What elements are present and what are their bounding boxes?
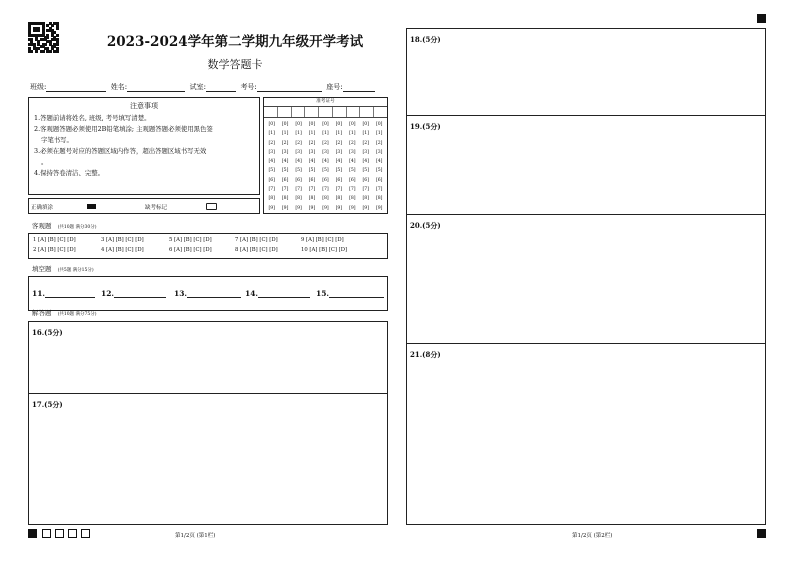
exam-number-column[interactable] bbox=[332, 120, 345, 213]
objective-question-choices[interactable]: 8 [A] [B] [C] [D] bbox=[235, 247, 278, 253]
exam-digit-bubble[interactable]: [1] bbox=[349, 131, 356, 137]
room-field[interactable] bbox=[206, 91, 236, 92]
page-marker-box bbox=[42, 529, 51, 538]
page-title: 2023-2024学年第二学期九年级开学考试 bbox=[106, 34, 364, 50]
exam-digit-bubble[interactable]: [2] bbox=[268, 140, 275, 146]
exam-digit-bubble[interactable]: [5] bbox=[308, 168, 316, 174]
exam-digit-bubble[interactable]: [5] bbox=[322, 168, 329, 174]
exam-digit-bubble[interactable]: [3] bbox=[295, 149, 302, 155]
exam-number-column[interactable] bbox=[373, 120, 386, 213]
exam-digit-bubble[interactable]: [2] bbox=[362, 140, 370, 146]
exam-digit-bubble[interactable]: [2] bbox=[295, 140, 302, 146]
exam-digit-bubble[interactable]: [6] bbox=[322, 177, 329, 183]
exam-digit-bubble[interactable]: [3] bbox=[268, 149, 275, 155]
page-marker-box bbox=[55, 529, 64, 538]
page-subtitle: 数学答题卡 bbox=[207, 58, 263, 71]
exam-digit-bubble[interactable]: [9] bbox=[349, 205, 356, 211]
fill-blank-section-label bbox=[32, 264, 94, 273]
exam-digit-bubble[interactable]: [7] bbox=[349, 187, 356, 193]
seat-label: 座号: bbox=[326, 83, 343, 91]
notes-item: 2.客观题答题必须使用2B铅笔填涂; 主观题答题必须使用黑色签 bbox=[34, 125, 213, 133]
class-label: 班级: bbox=[30, 83, 47, 91]
exam-digit-bubble[interactable]: [8] bbox=[281, 196, 289, 202]
footer-left: 第1/2页 (第1栏) bbox=[175, 533, 216, 539]
exam-digit-bubble[interactable]: [6] bbox=[362, 177, 370, 183]
exam-digit-bubble[interactable]: [2] bbox=[281, 140, 289, 146]
question-label: 17.(5分) bbox=[32, 400, 63, 409]
exam-digit-bubble[interactable]: [8] bbox=[268, 196, 275, 202]
exam-digit-bubble[interactable]: [2] bbox=[308, 140, 316, 146]
exam-digit-bubble[interactable]: [4] bbox=[308, 159, 316, 165]
objective-question-choices[interactable]: 5 [A] [B] [C] [D] bbox=[169, 237, 212, 243]
exam-digit-bubble[interactable]: [6] bbox=[268, 177, 275, 183]
exam-no-field[interactable] bbox=[257, 91, 322, 92]
seat-field[interactable] bbox=[343, 91, 375, 92]
exam-digit-bubble[interactable]: [7] bbox=[308, 187, 316, 193]
exam-digit-bubble[interactable]: [0] bbox=[268, 122, 275, 127]
exam-digit-bubble[interactable]: [5] bbox=[349, 168, 356, 174]
question-label: 20.(5分) bbox=[410, 221, 441, 230]
exam-digit-bubble[interactable]: [3] bbox=[335, 149, 343, 155]
exam-digit-bubble[interactable]: [9] bbox=[322, 205, 329, 211]
exam-digit-bubble[interactable]: [9] bbox=[295, 205, 302, 211]
exam-digit-bubble[interactable]: [1] bbox=[362, 131, 370, 137]
page-marker-box bbox=[68, 529, 77, 538]
exam-digit-bubble[interactable]: [9] bbox=[375, 205, 383, 211]
exam-digit-bubble[interactable]: [0] bbox=[375, 122, 383, 127]
objective-note: (共10题 满分30分) bbox=[57, 225, 97, 230]
notes-item: 3.必须在题号对应的答题区域内作答，超出答题区域书写无效 bbox=[34, 147, 207, 155]
answer-area-q21[interactable] bbox=[406, 343, 766, 525]
blank-number: 13. bbox=[174, 289, 188, 298]
exam-number-grid bbox=[263, 97, 388, 214]
corner-marker bbox=[757, 529, 766, 538]
exam-digit-bubble[interactable]: [9] bbox=[281, 205, 289, 211]
absent-mark-box[interactable] bbox=[206, 203, 217, 210]
exam-digit-bubble[interactable]: [3] bbox=[349, 149, 356, 155]
fill-blank-box bbox=[28, 276, 388, 311]
blank-number: 14. bbox=[245, 289, 259, 298]
exam-digit-bubble[interactable]: [1] bbox=[335, 131, 343, 137]
name-label: 姓名: bbox=[110, 83, 128, 91]
exam-digit-bubble[interactable]: [5] bbox=[268, 168, 275, 174]
exam-digit-bubble[interactable]: [0] bbox=[281, 122, 289, 127]
blank-line[interactable] bbox=[258, 289, 310, 298]
room-label: 试室: bbox=[189, 83, 206, 91]
exam-digit-bubble[interactable]: [9] bbox=[268, 205, 275, 211]
blank-line[interactable] bbox=[329, 289, 384, 298]
exam-number-title: 准考证号 bbox=[264, 98, 387, 107]
exam-digit-bubble[interactable]: [0] bbox=[362, 122, 370, 127]
blank-number: 11. bbox=[32, 289, 46, 298]
exam-digit-bubble[interactable]: [6] bbox=[375, 177, 383, 183]
exam-digit-bubble[interactable]: [9] bbox=[362, 205, 370, 211]
answer-area-q18[interactable] bbox=[406, 28, 766, 116]
exam-digit-bubble[interactable]: [8] bbox=[349, 196, 356, 202]
exam-number-column[interactable] bbox=[346, 120, 359, 213]
blank-line[interactable] bbox=[187, 289, 241, 298]
exam-digit-bubble[interactable]: [3] bbox=[308, 149, 316, 155]
student-info-row bbox=[30, 82, 390, 92]
absent-mark-label: 缺考标记 bbox=[145, 205, 168, 211]
answer-area-q20[interactable] bbox=[406, 214, 766, 344]
objective-question-choices[interactable]: 3 [A] [B] [C] [D] bbox=[101, 237, 144, 243]
exam-digit-bubble[interactable]: [8] bbox=[308, 196, 316, 202]
exam-digit-bubble[interactable]: [4] bbox=[362, 159, 370, 165]
correct-fill-label: 正确填涂 bbox=[31, 205, 54, 211]
objective-question-choices[interactable]: 10 [A] [B] [C] [D] bbox=[301, 247, 348, 253]
exam-digit-bubble[interactable]: [1] bbox=[268, 131, 275, 137]
answer-area-q19[interactable] bbox=[406, 115, 766, 215]
exam-digit-bubble[interactable]: [4] bbox=[375, 159, 383, 165]
exam-digit-bubble[interactable]: [8] bbox=[375, 196, 383, 202]
exam-digit-bubble[interactable]: [2] bbox=[349, 140, 356, 146]
exam-digit-bubble[interactable]: [9] bbox=[308, 205, 316, 211]
objective-answer-box bbox=[28, 233, 388, 259]
exam-number-column[interactable] bbox=[359, 120, 372, 213]
exam-digit-bubble[interactable]: [2] bbox=[375, 140, 383, 146]
objective-question-choices[interactable]: 2 [A] [B] [C] [D] bbox=[33, 247, 76, 253]
question-label: 19.(5分) bbox=[410, 122, 441, 131]
exam-no-label: 考号: bbox=[240, 83, 257, 91]
exam-digit-bubble[interactable]: [7] bbox=[375, 187, 383, 193]
objective-question-choices[interactable]: 1 [A] [B] [C] [D] bbox=[33, 237, 76, 243]
exam-digit-bubble[interactable]: [0] bbox=[322, 122, 329, 127]
exam-digit-bubble[interactable]: [8] bbox=[335, 196, 343, 202]
exam-digit-bubble[interactable]: [1] bbox=[322, 131, 329, 137]
exam-digit-bubble[interactable]: [1] bbox=[308, 131, 316, 137]
name-field[interactable] bbox=[127, 91, 185, 92]
exam-digit-bubble[interactable]: [5] bbox=[335, 168, 343, 174]
exam-digit-bubble[interactable]: [2] bbox=[335, 140, 343, 146]
short-answer-section-label bbox=[32, 308, 96, 317]
objective-question-choices[interactable]: 7 [A] [B] [C] [D] bbox=[235, 237, 278, 243]
answer-area-q16[interactable] bbox=[28, 321, 388, 394]
exam-digit-bubble[interactable]: [3] bbox=[281, 149, 289, 155]
fill-blank-note: (共5题 满分15分) bbox=[57, 268, 94, 273]
question-label: 18.(5分) bbox=[410, 35, 441, 44]
exam-number-column[interactable] bbox=[292, 120, 305, 213]
exam-digit-bubble[interactable]: [5] bbox=[281, 168, 289, 174]
objective-section-label bbox=[32, 221, 96, 230]
notes-item: 字笔书写。 bbox=[41, 136, 73, 144]
exam-digit-bubble[interactable]: [1] bbox=[295, 131, 302, 137]
exam-digit-bubble[interactable]: [0] bbox=[308, 122, 316, 127]
exam-number-column[interactable] bbox=[278, 120, 291, 213]
objective-question-choices[interactable]: 4 [A] [B] [C] [D] bbox=[101, 247, 144, 253]
exam-digit-bubble[interactable]: [3] bbox=[322, 149, 329, 155]
exam-digit-bubble[interactable]: [3] bbox=[375, 149, 383, 155]
exam-digit-bubble[interactable]: [0] bbox=[349, 122, 356, 127]
exam-digit-bubble[interactable]: [7] bbox=[268, 187, 275, 193]
exam-digit-bubble[interactable]: [5] bbox=[295, 168, 302, 174]
blank-number: 15. bbox=[316, 289, 330, 298]
exam-digit-bubble[interactable]: [2] bbox=[322, 140, 329, 146]
objective-question-choices[interactable]: 9 [A] [B] [C] [D] bbox=[301, 237, 344, 243]
exam-number-column[interactable] bbox=[265, 120, 278, 213]
question-label: 16.(5分) bbox=[32, 328, 63, 337]
exam-digit-bubble[interactable]: [4] bbox=[281, 159, 289, 165]
exam-digit-bubble[interactable]: [3] bbox=[362, 149, 370, 155]
exam-digit-bubble[interactable]: [7] bbox=[322, 187, 329, 193]
exam-digit-bubble[interactable]: [4] bbox=[268, 159, 275, 165]
exam-digit-bubble[interactable]: [7] bbox=[295, 187, 302, 193]
notes-item: 。 bbox=[41, 158, 48, 166]
notes-title: 注意事项 bbox=[130, 102, 158, 110]
answer-area-q17[interactable] bbox=[28, 393, 388, 525]
exam-digit-bubble[interactable]: [9] bbox=[335, 205, 343, 211]
exam-digit-bubble[interactable]: [7] bbox=[281, 187, 289, 193]
exam-digit-bubble[interactable]: [7] bbox=[362, 187, 370, 193]
exam-digit-bubble[interactable]: [6] bbox=[295, 177, 302, 183]
exam-digit-bubble[interactable]: [5] bbox=[375, 168, 383, 174]
question-label: 21.(8分) bbox=[410, 350, 441, 359]
exam-digit-bubble[interactable]: [4] bbox=[295, 159, 302, 165]
notes-item: 1.答题前请将姓名, 班级, 考号填写清楚。 bbox=[34, 114, 151, 122]
footer-right: 第1/2页 (第2栏) bbox=[572, 533, 613, 539]
exam-digit-bubble[interactable]: [0] bbox=[335, 122, 343, 127]
exam-digit-bubble[interactable]: [6] bbox=[335, 177, 343, 183]
corner-marker bbox=[757, 14, 766, 23]
exam-digit-bubble[interactable]: [1] bbox=[375, 131, 383, 137]
exam-digit-bubble[interactable]: [4] bbox=[322, 159, 329, 165]
exam-digit-bubble[interactable]: [4] bbox=[335, 159, 343, 165]
exam-digit-bubble[interactable]: [4] bbox=[349, 159, 356, 165]
exam-number-column[interactable] bbox=[305, 120, 318, 213]
exam-digit-bubble[interactable]: [1] bbox=[281, 131, 289, 137]
fill-blank-label: 填空题 bbox=[32, 265, 52, 273]
blank-number: 12. bbox=[101, 289, 115, 298]
corner-marker bbox=[28, 529, 37, 538]
short-answer-label: 解答题 bbox=[32, 309, 52, 317]
page-marker-box bbox=[81, 529, 90, 538]
exam-digit-bubble[interactable]: [0] bbox=[295, 122, 302, 127]
short-answer-note: (共10题 满分75分) bbox=[57, 312, 97, 317]
exam-digit-bubble[interactable]: [7] bbox=[335, 187, 343, 193]
exam-digit-bubble[interactable]: [8] bbox=[362, 196, 370, 202]
exam-digit-bubble[interactable]: [8] bbox=[295, 196, 302, 202]
notes-item: 4.保持答卷清洁、完整。 bbox=[34, 169, 105, 177]
blank-line[interactable] bbox=[45, 289, 95, 298]
notes-box bbox=[28, 97, 260, 195]
class-field[interactable] bbox=[46, 91, 106, 92]
correct-fill-mark bbox=[87, 204, 96, 209]
fill-legend bbox=[28, 198, 260, 214]
exam-number-write-row[interactable] bbox=[264, 107, 387, 118]
exam-digit-bubble[interactable]: [5] bbox=[362, 168, 370, 174]
exam-digit-bubble[interactable]: [6] bbox=[349, 177, 356, 183]
blank-line[interactable] bbox=[114, 289, 166, 298]
exam-digit-bubble[interactable]: [6] bbox=[281, 177, 289, 183]
objective-label: 客观题 bbox=[32, 222, 52, 230]
exam-digit-bubble[interactable]: [6] bbox=[308, 177, 316, 183]
exam-number-column[interactable] bbox=[319, 120, 332, 213]
exam-number-bubbles[interactable] bbox=[264, 118, 387, 213]
exam-digit-bubble[interactable]: [8] bbox=[322, 196, 329, 202]
objective-question-choices[interactable]: 6 [A] [B] [C] [D] bbox=[169, 247, 212, 253]
